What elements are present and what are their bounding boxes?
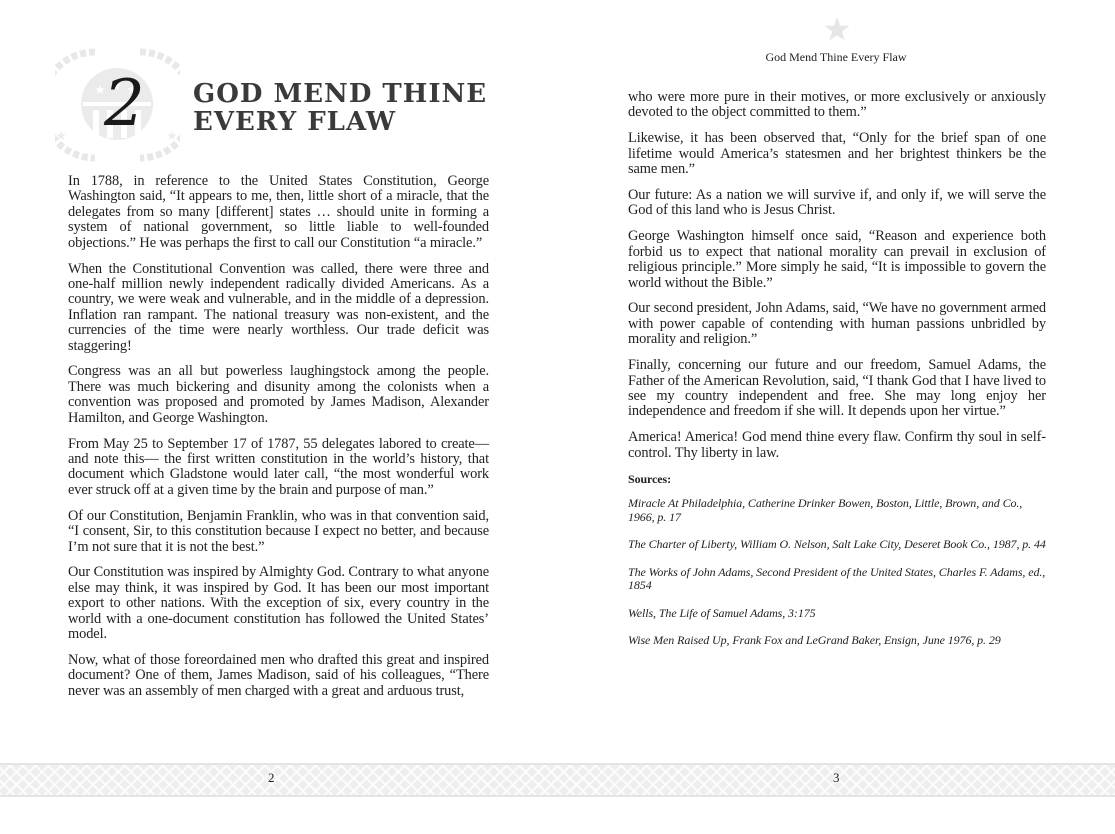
page-number-left: 2 bbox=[268, 770, 275, 785]
paragraph: Now, what of those foreordained men who drafted this great and inspired document? One of them, James Madison, said of his colleagues, “There never was an assembly of men charged with a great and arduous trust, bbox=[68, 651, 489, 699]
greek-key-footer-border bbox=[0, 763, 1115, 797]
source-entry: Miracle At Philadelphia, Catherine Drinker Bowen, Boston, Little, Brown, and Co., 1966, p. 17 bbox=[628, 496, 1023, 524]
paragraph: America! America! God mend thine every flaw. Confirm thy soul in self-control. Thy liberty in law. bbox=[628, 429, 1046, 461]
paragraph: Likewise, it has been observed that, “Only for the brief span of one lifetime would America’s statesmen and her brightest thinkers be the same men.” bbox=[628, 130, 1046, 178]
source-entry: Wells, The Life of Samuel Adams, 3:175 bbox=[628, 605, 816, 620]
paragraph: George Washington himself once said, “Reason and experience both forbid us to expect that national morality can prevail in exclusion of religious principle.” More simply he said, “It is impossible to govern the world without the Bible.” bbox=[628, 228, 1046, 291]
page-number-right: 3 bbox=[833, 770, 840, 785]
paragraph: Of our Constitution, Benjamin Franklin, who was in that convention said, “I consent, Sir, to this constitution because I expect no better, and because I’m not sure that it is not the best.” bbox=[68, 507, 489, 555]
paragraph: Our second president, John Adams, said, “We have no government armed with power capable of contending with human passions unbridled by morality and religion.” bbox=[628, 300, 1046, 348]
paragraph: Our Constitution was inspired by Almighty God. Contrary to what anyone else may think, it was inspired by God. It has been our most important export to other nations. With the exception of six, every country in the world with a one-document constitution has followed the United States’ model. bbox=[68, 564, 489, 643]
source-entry: The Works of John Adams, Second President of the United States, Charles F. Adams, ed., 1854 bbox=[628, 564, 1046, 593]
chapter-title-line: GOD MEND THINE bbox=[193, 79, 488, 109]
source-entry: Wise Men Raised Up, Frank Fox and LeGrand Baker, Ensign, June 1976, p. 29 bbox=[628, 633, 1001, 648]
sources-heading: Sources: bbox=[628, 471, 671, 486]
paragraph: who were more pure in their motives, or more exclusively or anxiously devoted to the object committed to them.” bbox=[628, 89, 1046, 121]
chapter-title-line: EVERY FLAW bbox=[193, 107, 397, 137]
paragraph: Congress was an all but powerless laughingstock among the people. There was much bickering and disunity among the colonists when a convention was proposed and promoted by James Madison, Alexander Hamilton, and George Washington. bbox=[68, 363, 489, 426]
running-head: God Mend Thine Every Flaw bbox=[765, 50, 907, 64]
chapter-number: 2 bbox=[104, 67, 145, 141]
paragraph: Our future: As a nation we will survive if, and only if, we will serve the God of this land who is Jesus Christ. bbox=[628, 187, 1046, 219]
paragraph: In 1788, in reference to the United States Constitution, George Washington said, “It appears to me, then, little short of a miracle, that the delegates from so many [different] states … should unite in forming a system of national government, so little liable to well-founded objections.” He was perhaps the first to call our Constitution “a miracle.” bbox=[68, 173, 489, 251]
source-entry: The Charter of Liberty, William O. Nelson, Salt Lake City, Deseret Book Co., 1987, p. 44 bbox=[628, 537, 1046, 552]
right-page-body bbox=[628, 90, 1046, 662]
paragraph: Finally, concerning our future and our freedom, Samuel Adams, the Father of the American Revolution, said, “I thank God that I have lived to see my country independent and free. She may long enjoy her independence and freedom if she will. It depends upon her virtue.” bbox=[628, 357, 1046, 420]
left-page-body bbox=[68, 174, 489, 710]
star-icon bbox=[823, 16, 851, 44]
chapter-title bbox=[193, 80, 487, 136]
paragraph: When the Constitutional Convention was called, there were three and one-half million newly independent radically divided Americans. As a country, we were weak and vulnerable, and in the middle of a depression. Inflation ran rampant. The national treasury was non-existent, and the currencies of the time were nearly worthless. Our trade deficit was staggering! bbox=[68, 260, 489, 354]
paragraph: From May 25 to September 17 of 1787, 55 delegates labored to create— and note this— the first written constitution in the world’s history, that document which Gladstone would later call, “the most wonderful work ever struck off at a given time by the brain and purpose of man.” bbox=[68, 435, 489, 498]
